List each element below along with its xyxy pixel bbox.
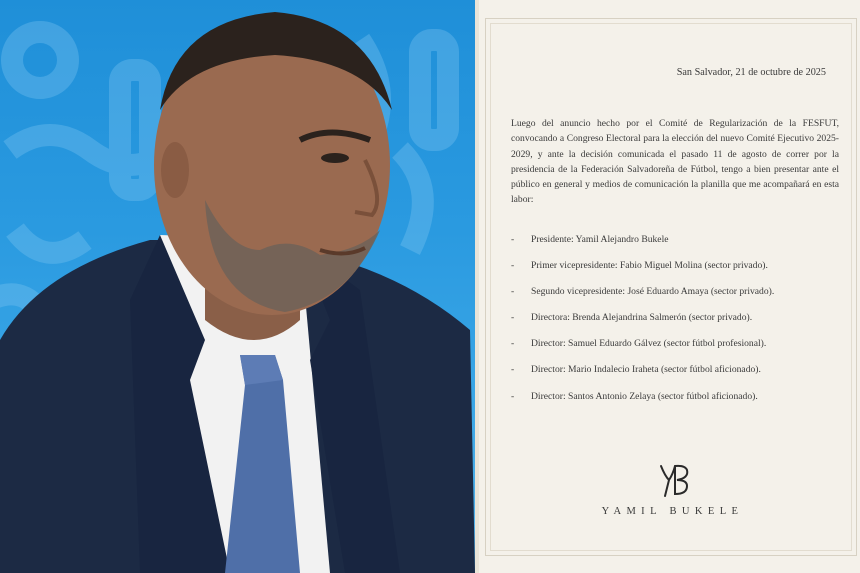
list-item: [511, 391, 841, 417]
list-item: [511, 338, 841, 364]
bullet-dash: -: [511, 286, 515, 298]
member-text: Presidente: Yamil Alejandro Bukele: [531, 234, 669, 245]
bullet-dash: -: [511, 364, 515, 376]
letter-intro: Luego del anuncio hecho por el Comité de Regularización de la FESFUT, convocando a Congreso Electoral para la elección del nuevo Comité Ejecutivo 2025-2029, y ante la decisión comunicada el pasado 11 de agosto de correr por la presidencia de la Federación Salvadoreña de Fútbol, tengo a bien presentar ante el público en general y medios de comunicación la planilla que me acompañará en esta labor:: [511, 118, 839, 206]
list-item: [511, 234, 841, 260]
member-list: [511, 234, 841, 417]
bullet-dash: -: [511, 260, 515, 272]
list-item: [511, 364, 841, 390]
list-item: [511, 286, 841, 312]
member-text: Director: Samuel Eduardo Gálvez (sector fútbol profesional).: [531, 338, 767, 350]
bullet-dash: -: [511, 234, 515, 245]
signature-name: YAMIL BUKELE: [601, 506, 744, 517]
bullet-dash: -: [511, 338, 515, 350]
list-item: [511, 260, 841, 286]
list-item: [511, 312, 841, 338]
member-text: Director: Santos Antonio Zelaya (sector fútbol aficionado).: [531, 390, 758, 402]
member-text: Directora: Brenda Alejandrina Salmerón (sector privado).: [531, 312, 753, 324]
bullet-dash: -: [511, 390, 515, 402]
member-text: Primer vicepresidente: Fabio Miguel Molina (sector privado).: [531, 260, 768, 272]
member-text: Segundo vicepresidente: José Eduardo Amaya (sector privado).: [531, 286, 775, 298]
ear: [161, 142, 189, 198]
letter-date: San Salvador, 21 de octubre de 2025: [676, 67, 826, 78]
bullet-dash: -: [511, 312, 515, 324]
member-text: Director: Mario Indalecio Iraheta (sector fútbol aficionado).: [531, 364, 761, 376]
signature-monogram-icon: [655, 460, 695, 500]
